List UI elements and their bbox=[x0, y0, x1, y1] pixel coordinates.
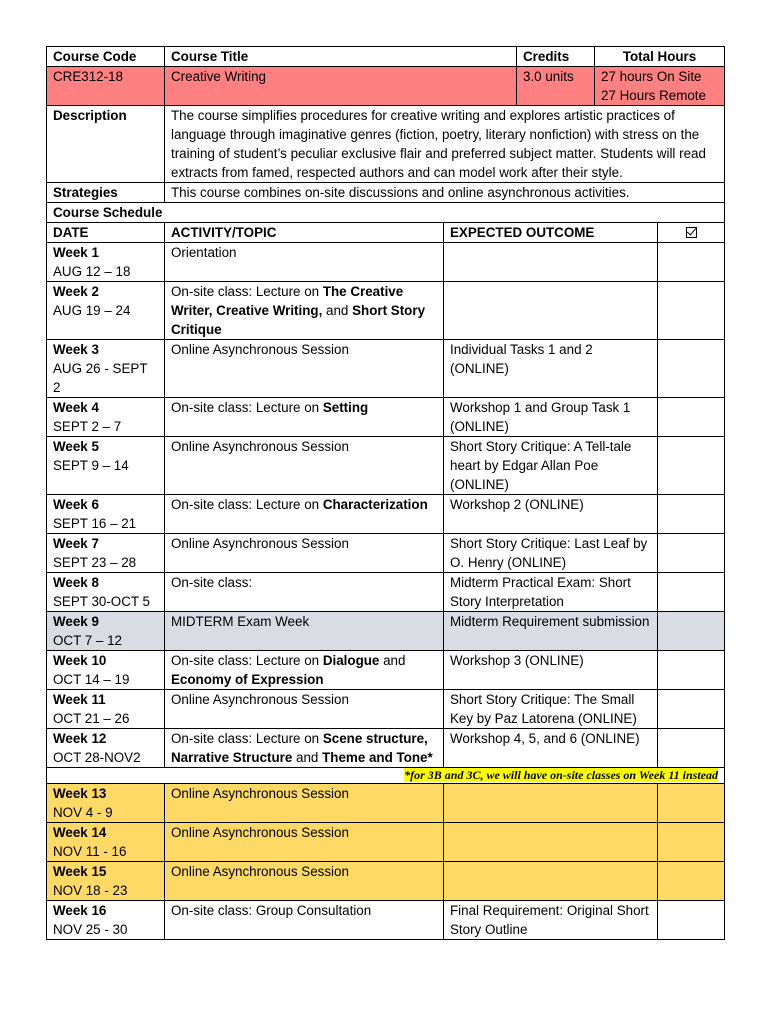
check-cell bbox=[658, 651, 725, 690]
schedule-row bbox=[47, 243, 725, 282]
check-cell bbox=[658, 243, 725, 282]
activity-topic: Dialogue bbox=[322, 653, 380, 668]
activity-cell bbox=[165, 282, 444, 340]
activity-prefix: On-site class: Lecture on bbox=[171, 497, 323, 512]
activity-topic: The Creative Writer, Creative Writing, bbox=[171, 284, 404, 318]
week-cell bbox=[47, 823, 165, 862]
week-dates: NOV 4 - 9 bbox=[53, 805, 113, 820]
activity-cell bbox=[165, 612, 444, 651]
week-cell bbox=[47, 243, 165, 282]
week-label: Week 9 bbox=[53, 614, 99, 629]
activity-cell bbox=[165, 573, 444, 612]
activity-cell bbox=[165, 398, 444, 437]
outcome-cell bbox=[444, 243, 658, 282]
week-label: Week 8 bbox=[53, 575, 99, 590]
week-label: Week 13 bbox=[53, 786, 107, 801]
schedule-row bbox=[47, 823, 725, 862]
schedule-row bbox=[47, 495, 725, 534]
course-title-header: Course Title bbox=[165, 47, 517, 67]
check-cell bbox=[658, 282, 725, 340]
activity-joiner: and bbox=[322, 303, 353, 318]
activity-joiner: and bbox=[292, 750, 323, 765]
total-hours-header: Total Hours bbox=[595, 47, 725, 67]
check-cell bbox=[658, 340, 725, 398]
activity-cell bbox=[165, 495, 444, 534]
schedule-row bbox=[47, 612, 725, 651]
course-title: Creative Writing bbox=[165, 67, 517, 106]
week-cell bbox=[47, 437, 165, 495]
week-dates: NOV 18 - 23 bbox=[53, 883, 128, 898]
activity-topic: Theme and Tone* bbox=[322, 750, 433, 765]
outcome-text: Short Story Critique: A Tell-tale heart by Edgar Allan Poe (ONLINE) bbox=[450, 439, 632, 492]
week-cell bbox=[47, 784, 165, 823]
schedule-title-row bbox=[47, 203, 725, 223]
activity-text: Online Asynchronous Session bbox=[171, 825, 349, 840]
week-dates: OCT 21 – 26 bbox=[53, 711, 130, 726]
week-dates: AUG 19 – 24 bbox=[53, 303, 131, 318]
check-cell bbox=[658, 729, 725, 768]
outcome-text: Final Requirement: Original Short Story Outline bbox=[450, 903, 649, 937]
outcome-text: Short Story Critique: Last Leaf by O. Henry (ONLINE) bbox=[450, 536, 648, 570]
description-label: Description bbox=[47, 106, 165, 183]
outcome-text: Workshop 4, 5, and 6 (ONLINE) bbox=[450, 731, 640, 746]
syllabus-table bbox=[46, 46, 725, 223]
strategies-row bbox=[47, 183, 725, 203]
activity-cell bbox=[165, 784, 444, 823]
activity-text: Online Asynchronous Session bbox=[171, 864, 349, 879]
schedule-row bbox=[47, 340, 725, 398]
outcome-column-header: EXPECTED OUTCOME bbox=[444, 223, 658, 243]
check-icon bbox=[686, 227, 697, 238]
schedule-row bbox=[47, 573, 725, 612]
activity-cell bbox=[165, 437, 444, 495]
week-label: Week 11 bbox=[53, 692, 106, 707]
activity-column-header: ACTIVITY/TOPIC bbox=[165, 223, 444, 243]
activity-text: On-site class: bbox=[171, 575, 253, 590]
activity-text: Online Asynchronous Session bbox=[171, 786, 349, 801]
outcome-cell bbox=[444, 729, 658, 768]
schedule-note-text: *for 3B and 3C, we will have on-site classes on Week 11 instead bbox=[404, 768, 718, 782]
activity-topic: Scene structure, Narrative Structure bbox=[171, 731, 428, 765]
activity-prefix: On-site class: Lecture on bbox=[171, 731, 323, 746]
week-dates: OCT 14 – 19 bbox=[53, 672, 130, 687]
schedule-row bbox=[47, 784, 725, 823]
outcome-cell bbox=[444, 573, 658, 612]
course-syllabus-sheet bbox=[46, 46, 724, 940]
credits-header: Credits bbox=[517, 47, 595, 67]
week-label: Week 12 bbox=[53, 731, 107, 746]
activity-cell bbox=[165, 862, 444, 901]
outcome-text: Short Story Critique: The Small Key by Paz Latorena (ONLINE) bbox=[450, 692, 637, 726]
description-text: The course simplifies procedures for creative writing and explores artistic practices of language through imaginative genres (fiction, poetry, literary nonfiction) with stress on the training of student’s peculiar exclusive flair and preferred subject matter. Students will read extracts from famed, respected authors and can model work after their style. bbox=[165, 106, 725, 183]
schedule-row bbox=[47, 651, 725, 690]
week-label: Week 7 bbox=[53, 536, 99, 551]
course-credits: 3.0 units bbox=[517, 67, 595, 106]
outcome-cell bbox=[444, 340, 658, 398]
activity-text: Online Asynchronous Session bbox=[171, 692, 349, 707]
activity-topic: Economy of Expression bbox=[171, 672, 324, 687]
check-cell bbox=[658, 862, 725, 901]
course-code-header: Course Code bbox=[47, 47, 165, 67]
schedule-row bbox=[47, 862, 725, 901]
week-cell bbox=[47, 282, 165, 340]
week-cell bbox=[47, 729, 165, 768]
outcome-text: Individual Tasks 1 and 2 (ONLINE) bbox=[450, 342, 593, 376]
activity-cell bbox=[165, 340, 444, 398]
outcome-cell bbox=[444, 495, 658, 534]
week-dates: SEPT 9 – 14 bbox=[53, 458, 129, 473]
check-cell bbox=[658, 901, 725, 940]
week-dates: OCT 28-NOV2 bbox=[53, 750, 141, 765]
schedule-title: Course Schedule bbox=[47, 203, 725, 223]
week-label: Week 1 bbox=[53, 245, 99, 260]
week-label: Week 16 bbox=[53, 903, 107, 918]
check-cell bbox=[658, 612, 725, 651]
schedule-row bbox=[47, 901, 725, 940]
week-dates: NOV 25 - 30 bbox=[53, 922, 128, 937]
check-cell bbox=[658, 690, 725, 729]
activity-text: MIDTERM Exam Week bbox=[171, 614, 310, 629]
check-cell bbox=[658, 823, 725, 862]
week-cell bbox=[47, 612, 165, 651]
activity-topic: Setting bbox=[322, 400, 369, 415]
outcome-cell bbox=[444, 437, 658, 495]
week-cell bbox=[47, 651, 165, 690]
schedule-row bbox=[47, 690, 725, 729]
check-cell bbox=[658, 573, 725, 612]
activity-prefix: On-site class: Lecture on bbox=[171, 284, 323, 299]
activity-cell bbox=[165, 243, 444, 282]
week-dates: SEPT 23 – 28 bbox=[53, 555, 137, 570]
schedule-row bbox=[47, 437, 725, 495]
activity-text: Online Asynchronous Session bbox=[171, 439, 349, 454]
activity-cell bbox=[165, 690, 444, 729]
activity-cell bbox=[165, 651, 444, 690]
hours-onsite: 27 hours On Site bbox=[601, 69, 702, 84]
week-label: Week 6 bbox=[53, 497, 99, 512]
outcome-text: Midterm Requirement submission bbox=[450, 614, 650, 629]
schedule-note bbox=[47, 768, 725, 784]
header-row bbox=[47, 47, 725, 67]
outcome-text: Workshop 3 (ONLINE) bbox=[450, 653, 584, 668]
week-cell bbox=[47, 398, 165, 437]
schedule-note-row bbox=[47, 768, 725, 784]
week-cell bbox=[47, 495, 165, 534]
strategies-text: This course combines on-site discussions and online asynchronous activities. bbox=[165, 183, 725, 203]
schedule-header-row bbox=[47, 223, 725, 243]
week-cell bbox=[47, 340, 165, 398]
activity-text: Online Asynchronous Session bbox=[171, 536, 349, 551]
check-column-header bbox=[658, 223, 725, 243]
week-label: Week 3 bbox=[53, 342, 99, 357]
outcome-cell bbox=[444, 398, 658, 437]
schedule-row bbox=[47, 729, 725, 768]
week-cell bbox=[47, 901, 165, 940]
week-label: Week 5 bbox=[53, 439, 99, 454]
activity-cell bbox=[165, 823, 444, 862]
week-dates: NOV 11 - 16 bbox=[53, 844, 127, 859]
course-info-row bbox=[47, 67, 725, 106]
check-cell bbox=[658, 495, 725, 534]
outcome-cell bbox=[444, 534, 658, 573]
hours-remote: 27 Hours Remote bbox=[601, 88, 706, 103]
outcome-cell bbox=[444, 612, 658, 651]
week-label: Week 4 bbox=[53, 400, 99, 415]
outcome-cell bbox=[444, 282, 658, 340]
schedule-table bbox=[46, 222, 725, 940]
strategies-label: Strategies bbox=[47, 183, 165, 203]
outcome-cell bbox=[444, 862, 658, 901]
week-label: Week 14 bbox=[53, 825, 107, 840]
activity-joiner: and bbox=[379, 653, 406, 668]
outcome-cell bbox=[444, 784, 658, 823]
week-dates: SEPT 30-OCT 5 bbox=[53, 594, 150, 609]
activity-topic: Short Story Critique bbox=[171, 303, 426, 337]
week-dates: SEPT 2 – 7 bbox=[53, 419, 122, 434]
check-cell bbox=[658, 534, 725, 573]
outcome-cell bbox=[444, 690, 658, 729]
outcome-cell bbox=[444, 823, 658, 862]
week-cell bbox=[47, 690, 165, 729]
activity-text: Orientation bbox=[171, 245, 237, 260]
description-row bbox=[47, 106, 725, 183]
course-hours bbox=[595, 67, 725, 106]
week-cell bbox=[47, 862, 165, 901]
outcome-cell bbox=[444, 651, 658, 690]
activity-cell bbox=[165, 729, 444, 768]
course-code: CRE312-18 bbox=[47, 67, 165, 106]
activity-topic: Characterization bbox=[322, 497, 428, 512]
outcome-text: Workshop 2 (ONLINE) bbox=[450, 497, 584, 512]
check-cell bbox=[658, 398, 725, 437]
week-label: Week 10 bbox=[53, 653, 107, 668]
activity-cell bbox=[165, 901, 444, 940]
activity-text: Online Asynchronous Session bbox=[171, 342, 349, 357]
week-label: Week 15 bbox=[53, 864, 107, 879]
week-dates: SEPT 16 – 21 bbox=[53, 516, 137, 531]
outcome-cell bbox=[444, 901, 658, 940]
week-dates: AUG 12 – 18 bbox=[53, 264, 131, 279]
outcome-text: Midterm Practical Exam: Short Story Interpretation bbox=[450, 575, 631, 609]
week-cell bbox=[47, 534, 165, 573]
schedule-row bbox=[47, 282, 725, 340]
week-dates: AUG 26 - SEPT 2 bbox=[53, 361, 148, 395]
week-dates: OCT 7 – 12 bbox=[53, 633, 122, 648]
activity-cell bbox=[165, 534, 444, 573]
week-cell bbox=[47, 573, 165, 612]
schedule-row bbox=[47, 534, 725, 573]
week-label: Week 2 bbox=[53, 284, 99, 299]
activity-text: On-site class: Group Consultation bbox=[171, 903, 372, 918]
outcome-text: Workshop 1 and Group Task 1 (ONLINE) bbox=[450, 400, 631, 434]
activity-prefix: On-site class: Lecture on bbox=[171, 400, 323, 415]
date-column-header: DATE bbox=[47, 223, 165, 243]
activity-prefix: On-site class: Lecture on bbox=[171, 653, 323, 668]
check-cell bbox=[658, 437, 725, 495]
check-cell bbox=[658, 784, 725, 823]
schedule-row bbox=[47, 398, 725, 437]
